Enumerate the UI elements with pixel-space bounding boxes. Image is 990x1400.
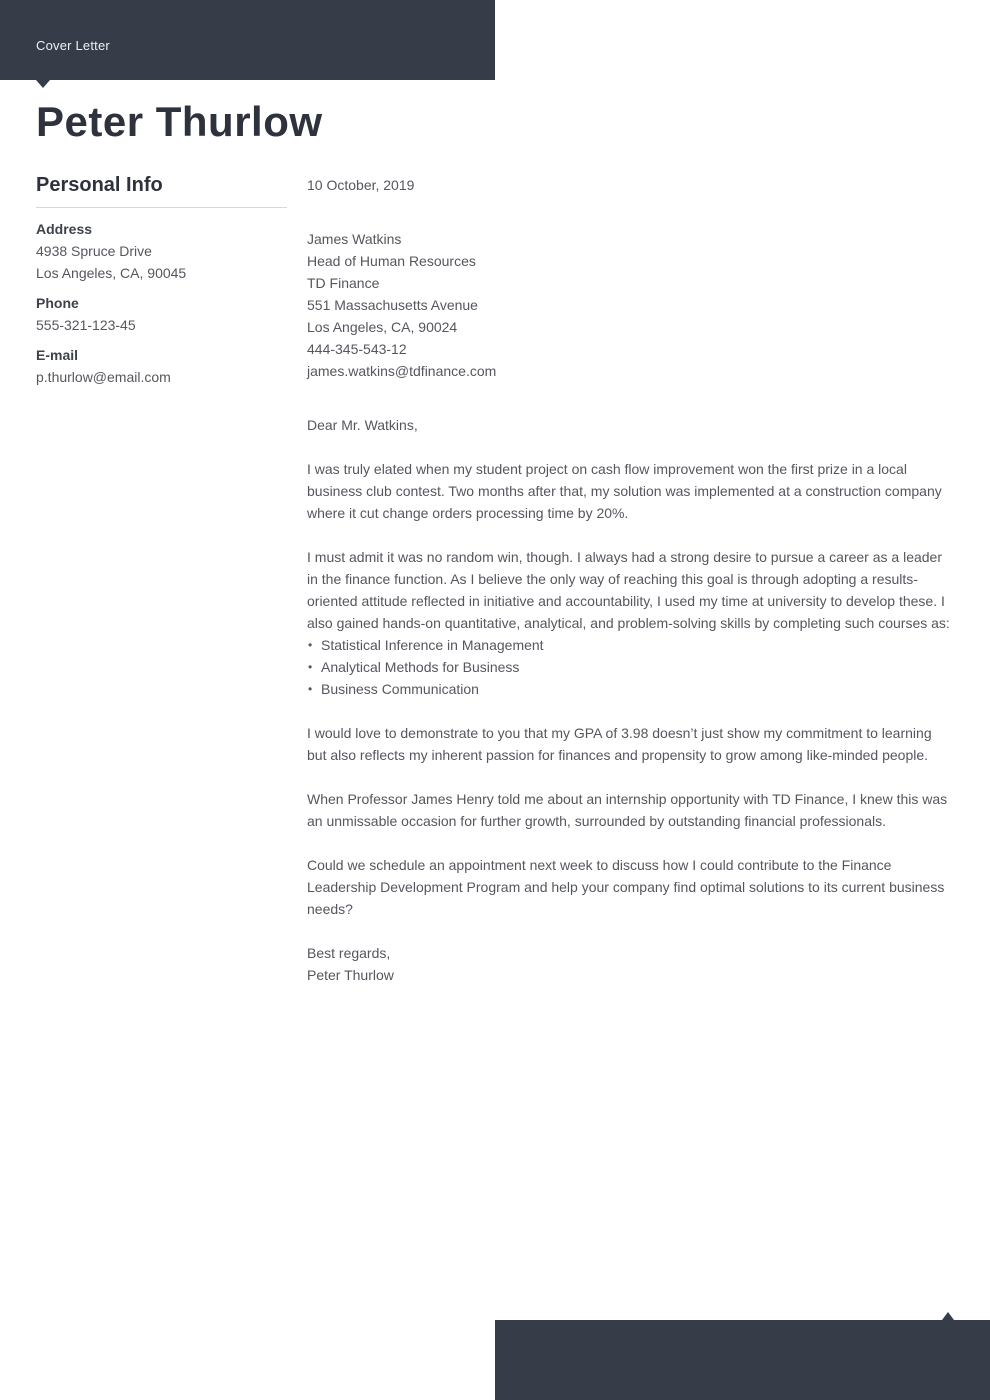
sidebar-section-email (36, 344, 287, 388)
signature-name: Peter Thurlow (307, 967, 394, 983)
sidebar-section-phone (36, 292, 287, 336)
email-label: E-mail (36, 347, 79, 363)
recipient-company: TD Finance (307, 275, 380, 291)
header-notch-triangle-icon (36, 80, 50, 88)
paragraph-4: When Professor James Henry told me about an internship opportunity with TD Finance, I knew this was an unmissable occasion for further growth, surrounded by outstanding financial professionals. (307, 791, 948, 829)
email-value: p.thurlow@email.com (36, 369, 171, 385)
course-bullet-2: • Analytical Methods for Business (307, 656, 954, 678)
letter-date: 10 October, 2019 (307, 177, 415, 193)
recipient-block (307, 228, 954, 382)
letter-body (307, 174, 954, 986)
recipient-street: 551 Massachusetts Avenue (307, 297, 478, 313)
paragraph-5: Could we schedule an appointment next week to discuss how I could contribute to the Finance Leadership Development Program and help your company find optimal solutions to its current business needs? (307, 857, 945, 917)
document-type-label: Cover Letter (36, 38, 110, 53)
address-line-2: Los Angeles, CA, 90045 (36, 265, 187, 281)
paragraph-3: I would love to demonstrate to you that my GPA of 3.98 doesn’t just show my commitment to learning but also reflects my inherent passion for finances and propensity to grow among like-minded people. (307, 725, 932, 763)
recipient-phone: 444-345-543-12 (307, 341, 407, 357)
recipient-title: Head of Human Resources (307, 253, 476, 269)
footer-notch-triangle-icon (942, 1312, 954, 1320)
personal-info-sidebar (36, 174, 287, 396)
phone-value: 555-321-123-45 (36, 317, 136, 333)
address-line-1: 4938 Spruce Drive (36, 243, 152, 259)
footer-bar (495, 1320, 990, 1400)
course-bullet-3: • Business Communication (307, 678, 954, 700)
recipient-email: james.watkins@tdfinance.com (307, 363, 497, 379)
sidebar-title: Personal Info (36, 174, 287, 208)
document-content (36, 174, 954, 986)
closing-phrase: Best regards, (307, 945, 391, 961)
recipient-name: James Watkins (307, 231, 402, 247)
salutation: Dear Mr. Watkins, (307, 417, 418, 433)
course-bullet-list (307, 634, 954, 700)
recipient-city: Los Angeles, CA, 90024 (307, 319, 458, 335)
paragraph-2: I must admit it was no random win, though. I always had a strong desire to pursue a career as a leader in the finance function. As I believe the only way of reaching this goal is through adopting a results-oriented attitude reflected in initiative and accountability, I used my time at university to develop these. I also gained hands-on quantitative, analytical, and problem-solving skills by completing such courses as: (307, 549, 950, 631)
header-bar (0, 0, 495, 80)
closing-block (307, 942, 954, 986)
paragraph-1: I was truly elated when my student project on cash flow improvement won the first prize in a local business club contest. Two months after that, my solution was implemented at a construction company where it cut change orders processing time by 20%. (307, 461, 942, 521)
applicant-name: Peter Thurlow (36, 98, 323, 145)
sidebar-section-address (36, 218, 287, 284)
phone-label: Phone (36, 295, 79, 311)
address-label: Address (36, 221, 93, 237)
course-bullet-1: • Statistical Inference in Management (307, 634, 954, 656)
